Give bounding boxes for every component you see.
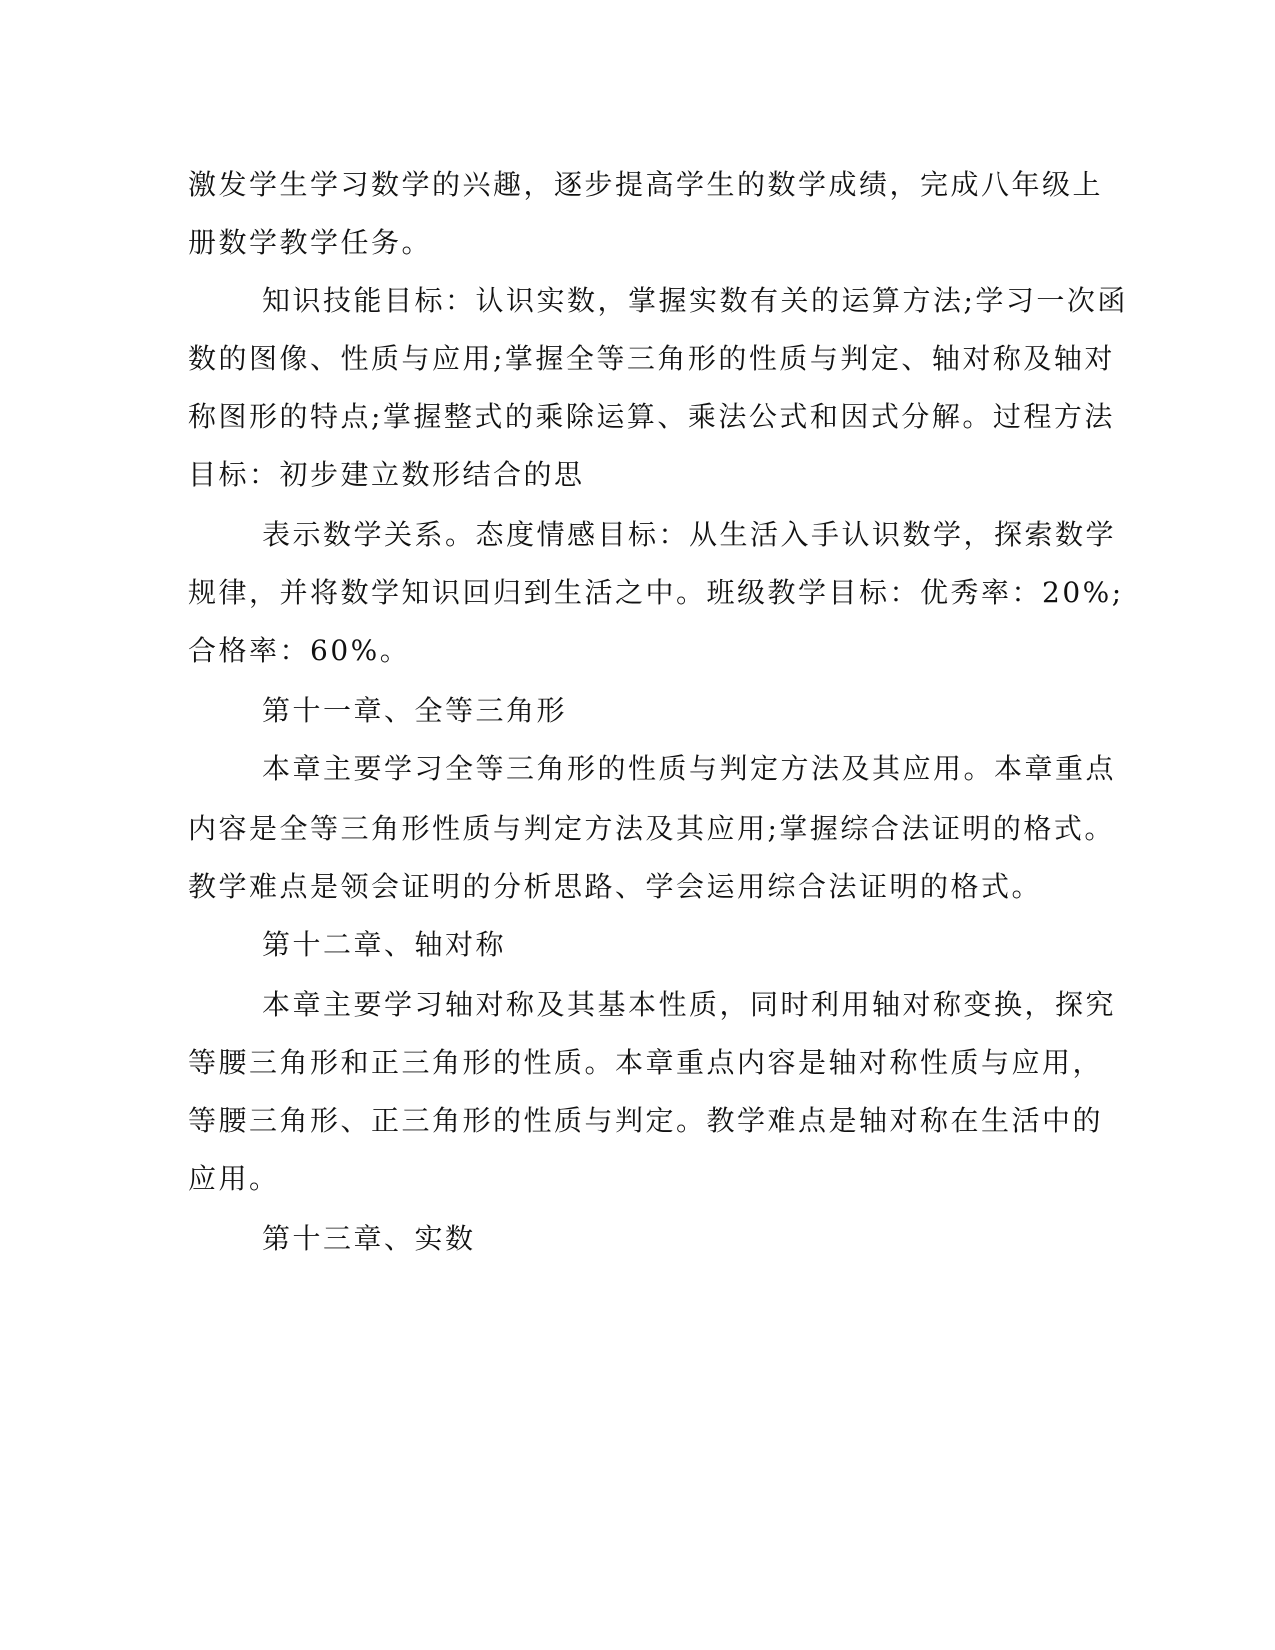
paragraph-start-line: 知识技能目标：认识实数，掌握实数有关的运算方法;学习一次函 <box>262 284 1128 317</box>
text-line: 目标：初步建立数形结合的思 <box>188 458 585 491</box>
text-line: 合格率：60%。 <box>188 634 411 667</box>
chapter-heading: 第十一章、全等三角形 <box>262 694 568 727</box>
paragraph-start-line: 本章主要学习轴对称及其基本性质，同时利用轴对称变换，探究 <box>262 988 1117 1021</box>
text-line: 内容是全等三角形性质与判定方法及其应用;掌握综合法证明的格式。 <box>188 812 1115 845</box>
paragraph-start-line: 表示数学关系。态度情感目标：从生活入手认识数学，探索数学 <box>262 518 1117 551</box>
text-line: 规律，并将数学知识回归到生活之中。班级教学目标：优秀率：20%; <box>188 576 1124 609</box>
text-line: 册数学教学任务。 <box>188 226 433 259</box>
text-line: 等腰三角形和正三角形的性质。本章重点内容是轴对称性质与应用， <box>188 1046 1104 1079</box>
chapter-heading: 第十二章、轴对称 <box>262 928 507 961</box>
text-line: 教学难点是领会证明的分析思路、学会运用综合法证明的格式。 <box>188 870 1043 903</box>
text-line: 等腰三角形、正三角形的性质与判定。教学难点是轴对称在生活中的 <box>188 1104 1104 1137</box>
text-line: 激发学生学习数学的兴趣，逐步提高学生的数学成绩，完成八年级上 <box>188 168 1104 201</box>
text-line: 称图形的特点;掌握整式的乘除运算、乘法公式和因式分解。过程方法 <box>188 400 1115 433</box>
text-line: 数的图像、性质与应用;掌握全等三角形的性质与判定、轴对称及轴对 <box>188 342 1115 375</box>
text-line: 应用。 <box>188 1162 280 1195</box>
chapter-heading: 第十三章、实数 <box>262 1222 476 1255</box>
paragraph-start-line: 本章主要学习全等三角形的性质与判定方法及其应用。本章重点 <box>262 752 1117 785</box>
